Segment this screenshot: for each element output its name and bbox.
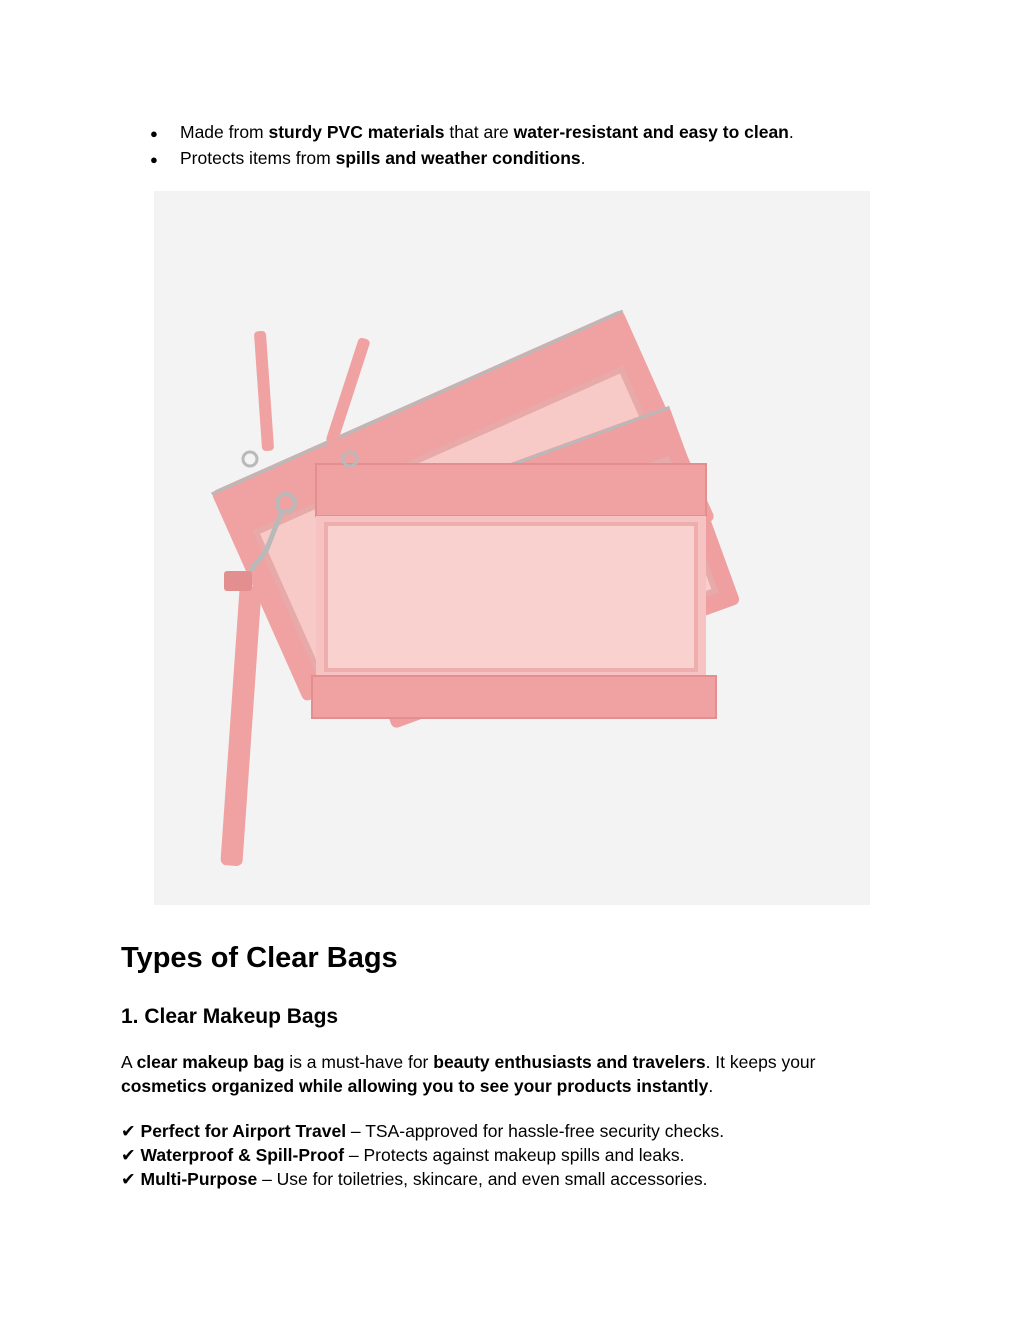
checklist-item: ✔ Multi-Purpose – Use for toiletries, skincare, and even small accessories. <box>121 1169 708 1189</box>
bullet-dot-icon: ● <box>150 152 158 167</box>
bullet-item <box>150 146 910 172</box>
section-heading: Types of Clear Bags <box>121 942 398 974</box>
bullet-dot-icon: ● <box>150 126 158 141</box>
benefit-checklist <box>121 1119 921 1191</box>
checkmark-icon: ✔ <box>121 1145 141 1165</box>
subsection-heading: 1. Clear Makeup Bags <box>121 1005 339 1028</box>
pink-clear-zipper-pouches-photo <box>154 191 870 905</box>
checkmark-icon: ✔ <box>121 1169 141 1189</box>
checklist-item: ✔ Perfect for Airport Travel – TSA-approved for hassle-free security checks. <box>121 1121 725 1141</box>
intro-paragraph: A clear makeup bag is a must-have for beauty enthusiasts and travelers. It keeps your cosmetics organized while allowing you to see your products instantly. <box>121 1052 816 1096</box>
feature-bullet-list <box>150 120 910 172</box>
checklist-item: ✔ Waterproof & Spill-Proof – Protects against makeup spills and leaks. <box>121 1145 685 1165</box>
bullet-text: Protects items from spills and weather conditions. <box>180 148 586 168</box>
bullet-item <box>150 120 910 146</box>
checkmark-icon: ✔ <box>121 1121 141 1141</box>
bullet-text: Made from sturdy PVC materials that are water-resistant and easy to clean. <box>180 122 794 142</box>
